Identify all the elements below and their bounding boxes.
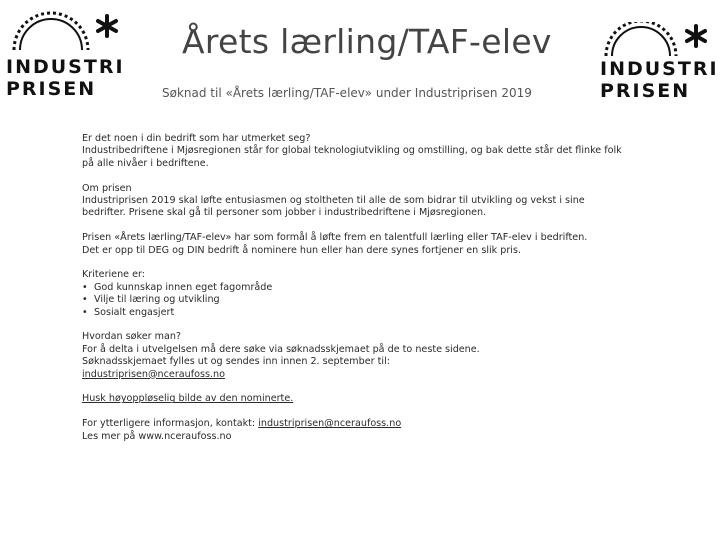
criteria-list	[82, 282, 622, 319]
purpose-section	[82, 232, 622, 257]
contact-email-link[interactable]: industriprisen@nceraufoss.no	[258, 418, 402, 430]
intro-text: Industribedriftene i Mjøsregionen står for global teknologiutvikling og omstilling, og bak dette står det flinke folk på alle nivåer i bedriftene.	[82, 145, 622, 169]
logo-line2: PRISEN	[6, 78, 97, 100]
industriprisen-logo-left	[6, 10, 124, 100]
about-section	[82, 183, 622, 220]
image-note: Husk høyoppløselig bilde av den nominerte.	[82, 393, 294, 405]
logo-line1: INDUSTRI	[6, 56, 125, 78]
about-heading: Om prisen	[82, 182, 132, 194]
list-item: • Sosialt engasjert	[82, 307, 622, 319]
logo-line2: PRISEN	[600, 80, 691, 102]
contact-section	[82, 418, 622, 443]
apply-line1: For å delta i utvelgelsen må dere søke via søknadsskjemaet på de to neste sidene.	[82, 343, 480, 355]
list-item: • God kunnskap innen eget fagområde	[82, 282, 622, 294]
apply-section	[82, 331, 622, 381]
criteria-section	[82, 269, 622, 319]
contact-prefix: For ytterligere informasjon, kontakt:	[82, 418, 256, 430]
intro-heading: Er det noen i din bedrift som har utmerket seg?	[82, 133, 311, 144]
logo-line1: INDUSTRI	[600, 58, 719, 80]
apply-line2: Søknadsskjemaet fylles ut og sendes inn innen 2. september til:	[82, 356, 390, 368]
about-text: Industriprisen 2019 skal løfte entusiasmen og stoltheten til alle de som bidrar til utvikling og vekst i sine bedrifter. Prisene skal gå til personer som jobber i industribedriftene i Mjøsregionen.	[82, 195, 585, 219]
intro-section	[82, 133, 622, 170]
purpose-line1: Prisen «Årets lærling/TAF-elev» har som formål å løfte frem en talentfull lærling eller TAF-elev i bedriften.	[82, 232, 588, 244]
note-section	[82, 393, 622, 405]
page-title: Årets lærling/TAF-elev	[182, 22, 552, 61]
page-subtitle: Søknad til «Årets lærling/TAF-elev» under Industriprisen 2019	[162, 86, 532, 100]
apply-heading: Hvordan søker man?	[82, 331, 182, 343]
industriprisen-logo-right	[600, 22, 718, 102]
document-body	[82, 133, 622, 455]
gear-star-icon	[6, 10, 124, 56]
purpose-line2: Det er opp til DEG og DIN bedrift å nominere hun eller han dere synes fortjener en slik pris.	[82, 244, 521, 256]
list-item: • Vilje til læring og utvikling	[82, 294, 622, 306]
apply-email-link[interactable]: industriprisen@nceraufoss.no	[82, 368, 225, 380]
gear-star-icon	[600, 22, 718, 58]
criteria-heading: Kriteriene er:	[82, 269, 146, 281]
read-more-text: Les mer på www.nceraufoss.no	[82, 430, 232, 442]
